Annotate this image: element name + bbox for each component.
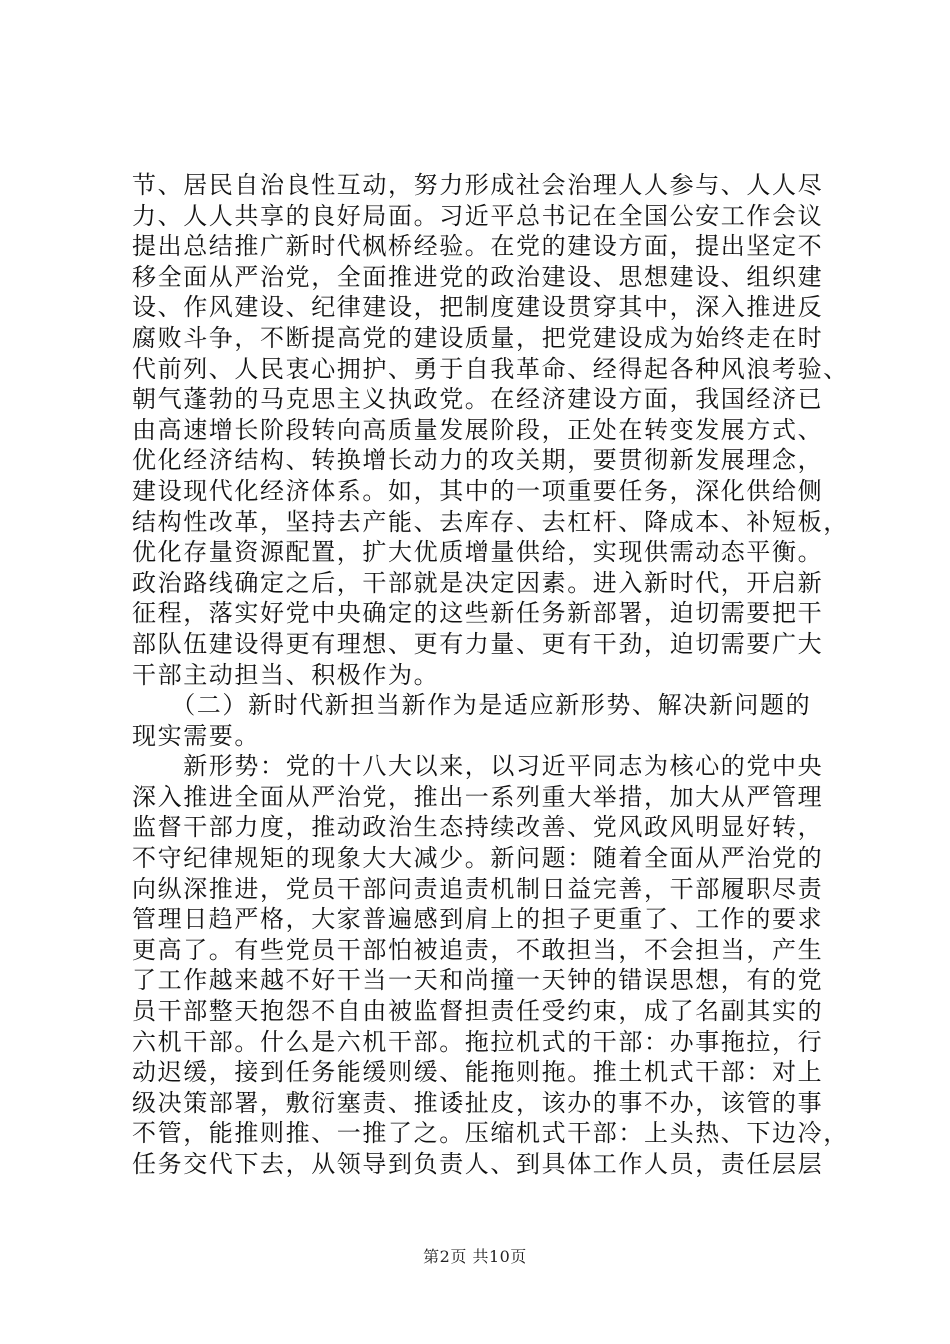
text-line: 节、居民自治良性互动，努力形成社会治理人人参与、人人尽 <box>132 171 824 199</box>
text-line: 深入推进全面从严治党，推出一系列重大举措，加大从严管理 <box>132 782 824 811</box>
text-line: 不守纪律规矩的现象大大减少。新问题：随着全面从严治党的 <box>132 844 824 873</box>
text-line: 设、作风建设、纪律建设，把制度建设贯穿其中，深入推进反 <box>132 293 824 322</box>
text-line: 向纵深推进，党员干部问责追责机制日益完善，干部履职尽责 <box>132 874 824 903</box>
text-line: 建设现代化经济体系。如，其中的一项重要任务，深化供给侧 <box>132 476 824 505</box>
text-line: 监督干部力度，推动政治生态持续改善、党风政风明显好转， <box>132 813 824 842</box>
text-line: 朝气蓬勃的马克思主义执政党。在经济建设方面，我国经济已 <box>132 385 824 414</box>
body-text <box>132 170 849 1180</box>
text-line: 动迟缓，接到任务能缓则缓、能拖则拖。推土机式干部：对上 <box>132 1058 824 1087</box>
text-line: 任务交代下去，从领导到负责人、到具体工作人员，责任层层 <box>132 1150 824 1178</box>
text-line: 力、人人共享的良好局面。习近平总书记在全国公安工作会议 <box>132 201 824 230</box>
text-line: 结构性改革，坚持去产能、去库存、去杠杆、降成本、补短板， <box>132 507 849 536</box>
text-line: 政治路线确定之后，干部就是决定因素。进入新时代，开启新 <box>132 568 824 597</box>
text-line: 级决策部署，敷衍塞责、推诿扯皮，该办的事不办，该管的事 <box>132 1088 824 1117</box>
text-line: 征程，落实好党中央确定的这些新任务新部署，迫切需要把干 <box>132 599 824 628</box>
text-line: 了工作越来越不好干当一天和尚撞一天钟的错误思想，有的党 <box>132 966 824 995</box>
text-line: 腐败斗争，不断提高党的建设质量，把党建设成为始终走在时 <box>132 323 824 352</box>
text-line: 代前列、人民衷心拥护、勇于自我革命、经得起各种风浪考验、 <box>132 354 849 383</box>
text-line: 部队伍建设得更有理想、更有力量、更有干劲，迫切需要广大 <box>132 629 824 658</box>
text-line: 新形势：党的十八大以来，以习近平同志为核心的党中央 <box>132 752 824 781</box>
text-line: 员干部整天抱怨不自由被监督担责任受约束，成了名副其实的 <box>132 997 824 1026</box>
text-line: 优化经济结构、转换增长动力的攻关期，要贯彻新发展理念， <box>132 446 824 475</box>
text-line: 管理日趋严格，大家普遍感到肩上的担子更重了、工作的要求 <box>132 905 824 934</box>
text-line: 不管，能推则推、一推了之。压缩机式干部：上头热、下边冷， <box>132 1119 849 1148</box>
page-footer: 第2页 共10页 <box>423 1247 527 1266</box>
text-line: 现实需要。 <box>132 721 260 750</box>
text-line: 优化存量资源配置，扩大优质增量供给，实现供需动态平衡。 <box>132 538 824 567</box>
text-line: 由高速增长阶段转向高质量发展阶段，正处在转变发展方式、 <box>132 415 824 444</box>
text-line: 更高了。有些党员干部怕被追责，不敢担当，不会担当，产生 <box>132 935 824 964</box>
text-line: 六机干部。什么是六机干部。拖拉机式的干部：办事拖拉，行 <box>132 1027 824 1056</box>
text-line: （二）新时代新担当新作为是适应新形势、解决新问题的 <box>132 691 812 720</box>
text-line: 干部主动担当、积极作为。 <box>132 660 440 689</box>
text-line: 提出总结推广新时代枫桥经验。在党的建设方面，提出坚定不 <box>132 232 824 261</box>
text-line: 移全面从严治党，全面推进党的政治建设、思想建设、组织建 <box>132 262 824 291</box>
